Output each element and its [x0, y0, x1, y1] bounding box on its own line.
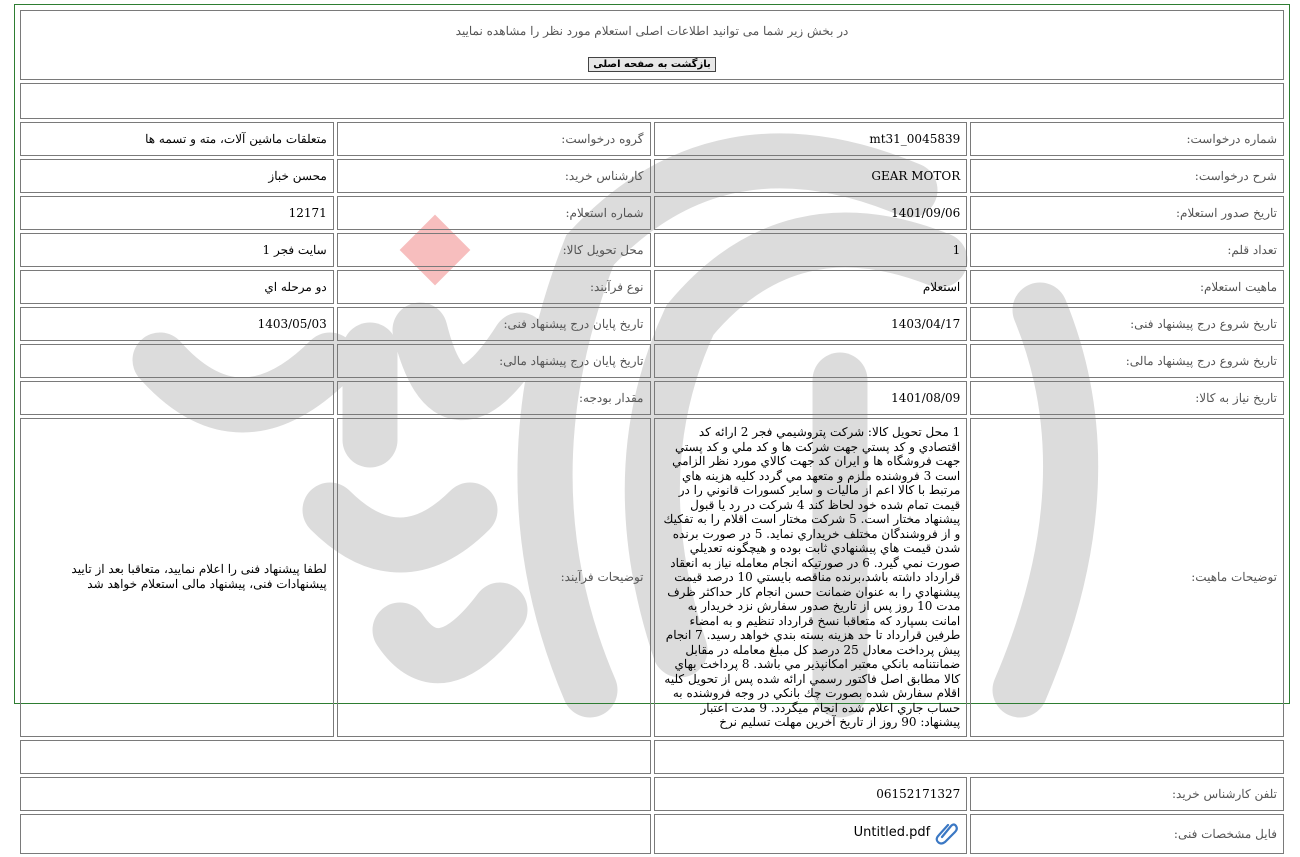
fin-end-value	[20, 344, 334, 378]
fin-start-value	[654, 344, 968, 378]
tech-start-value: 1403/04/17	[654, 307, 968, 341]
process-type-label: نوع فرآیند:	[337, 270, 651, 304]
need-date-value: 1401/08/09	[654, 381, 968, 415]
item-count-value: 1	[654, 233, 968, 267]
buyer-phone-value: 06152171327	[654, 777, 968, 811]
inquiry-number-value: 12171	[20, 196, 334, 230]
spec-file-cell	[654, 814, 968, 854]
request-number-value: mt31_0045839	[654, 122, 968, 156]
tech-start-label: تاریخ شروع درج پیشنهاد فنی:	[970, 307, 1284, 341]
spacer-row	[20, 83, 1284, 119]
request-group-value: متعلقات ماشين آلات، مته و تسمه ها	[20, 122, 334, 156]
table-row	[20, 307, 1284, 341]
buyer-phone-label: تلفن کارشناس خرید:	[970, 777, 1284, 811]
budget-label: مقدار بودجه:	[337, 381, 651, 415]
issue-date-value: 1401/09/06	[654, 196, 968, 230]
need-date-label: تاریخ نیاز به کالا:	[970, 381, 1284, 415]
delivery-place-value: سایت فجر 1	[20, 233, 334, 267]
header-message: در بخش زیر شما می توانید اطلاعات اصلی استعلام مورد نظر را مشاهده نمایید	[455, 24, 849, 38]
table-row	[20, 381, 1284, 415]
request-number-label: شماره درخواست:	[970, 122, 1284, 156]
process-desc-label: توضیحات فرآیند:	[337, 418, 651, 737]
inquiry-number-label: شماره استعلام:	[337, 196, 651, 230]
nature-desc-value: 1 محل تحويل كالا: شركت پتروشيمي فجر 2 ارائه كد اقتصادي و كد پستي جهت شركت ها و كد ملي و كد پستي جهت فروشگاه ها و ايران كد جهت كالاي مورد نظر الزامي است 3 فروشنده ملزم و متعهد مي گردد كليه هزينه هاي مرتبط با كالا اعم از ماليات و ساير كسورات قانوني را در قيمت تمام شده خود لحاظ كند 4 شركت در رد يا قبول پيشنهاد مختار است. 5 شركت مختار است اقلام را به تفكيك و از فروشندگان مختلف خريداري نمايد. 5 در صورت برنده شدن قيمت هاي پيشنهادي ثابت بوده و هيچگونه تعديلي صورت نمي گيرد. 6 در صورتيكه انجام معامله نياز به انعقاد قرارداد داشته باشد،برنده مناقصه بايستي 10 درصد قيمت پيشنهادي را به عنوان ضمانت حسن انجام كار حداكثر ظرف مدت 10 روز پس از تاريخ صدور سفارش نزد خريدار به امانت بسپارد كه متعاقبا نسخ قرارداد تنظيم و به امضاء طرفين قرارداد تا حد هزينه بسته بندي خواهد رسيد. 7 انجام پيش پرداخت معادل 25 درصد كل مبلغ معامله در مقابل ضمانتنامه بانكي معتبر امكانپذير مي باشد. 8 پرداخت بهاي كالا مطابق اصل فاكتور رسمي ارائه شده پس از تحويل كليه اقلام سفارش شده بصورت چك بانكي در وجه فروشنده به حساب جاري اعلام شده انجام ميگردد. 9 مدت اعتبار پيشنهاد: 90 روز از تاريخ آخرين مهلت تسليم نرخ	[654, 418, 968, 737]
process-type-value: دو مرحله اي	[20, 270, 334, 304]
spec-file-label: فایل مشخصات فنی:	[970, 814, 1284, 854]
paperclip-icon	[934, 819, 960, 845]
delivery-place-label: محل تحویل کالا:	[337, 233, 651, 267]
empty-cell	[654, 740, 1285, 774]
request-desc-value: GEAR MOTOR	[654, 159, 968, 193]
request-group-label: گروه درخواست:	[337, 122, 651, 156]
table-row	[20, 344, 1284, 378]
table-row	[20, 814, 1284, 854]
fin-end-label: تاریخ پایان درج پیشنهاد مالی:	[337, 344, 651, 378]
table-row	[20, 740, 1284, 774]
header-cell	[20, 10, 1284, 80]
item-count-label: تعداد قلم:	[970, 233, 1284, 267]
tech-end-label: تاریخ پایان درج پیشنهاد فنی:	[337, 307, 651, 341]
table-row	[20, 777, 1284, 811]
inquiry-nature-value: استعلام	[654, 270, 968, 304]
empty-cell	[20, 777, 651, 811]
buyer-expert-label: کارشناس خرید:	[337, 159, 651, 193]
table-row	[20, 159, 1284, 193]
budget-value	[20, 381, 334, 415]
spec-file-name: Untitled.pdf	[853, 824, 931, 840]
table-row	[20, 196, 1284, 230]
main-panel	[14, 4, 1290, 841]
inquiry-details-table	[17, 7, 1287, 857]
empty-cell	[20, 740, 651, 774]
nature-desc-label: توضیحات ماهیت:	[970, 418, 1284, 737]
table-row	[20, 122, 1284, 156]
table-row	[20, 270, 1284, 304]
process-desc-value: لطفا پیشنهاد فنی را اعلام نمایید، متعاقبا بعد از تایید پیشنهادات فنی، پیشنهاد مالی استعلام خواهد شد	[20, 418, 334, 737]
request-desc-label: شرح درخواست:	[970, 159, 1284, 193]
tech-end-value: 1403/05/03	[20, 307, 334, 341]
issue-date-label: تاریخ صدور استعلام:	[970, 196, 1284, 230]
back-to-home-button[interactable]: بازگشت به صفحه اصلی	[588, 57, 716, 72]
spec-file-link[interactable]	[854, 819, 961, 845]
table-row	[20, 418, 1284, 737]
table-row	[20, 233, 1284, 267]
inquiry-nature-label: ماهیت استعلام:	[970, 270, 1284, 304]
buyer-expert-value: محسن خباز	[20, 159, 334, 193]
fin-start-label: تاریخ شروع درج پیشنهاد مالی:	[970, 344, 1284, 378]
empty-cell	[20, 814, 651, 854]
